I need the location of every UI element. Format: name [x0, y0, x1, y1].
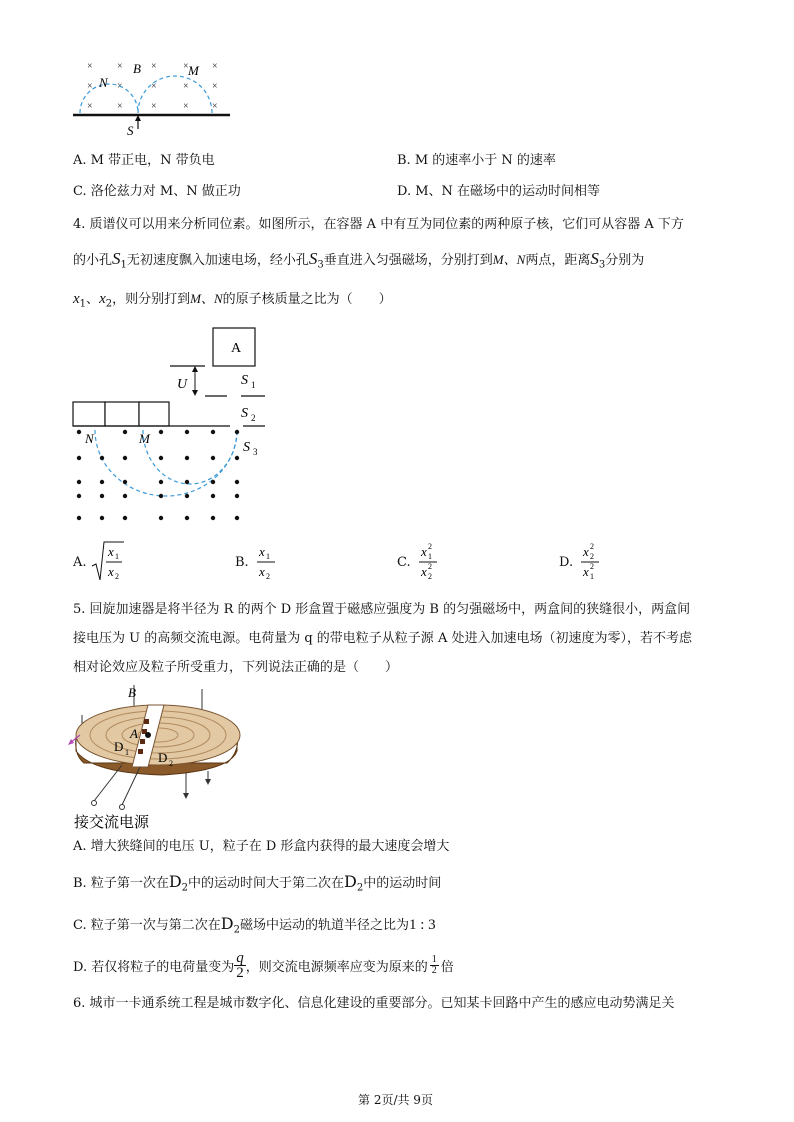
cross-mark: × [183, 81, 189, 92]
q5-stem-line2: 接电压为 U 的高频交流电源。电荷量为 q 的带电粒子从粒子源 A 处进入加速电场（初速度为零），若不考虑 [73, 631, 692, 646]
q5-label-A: A [130, 726, 138, 741]
q3-label-M: M [188, 63, 199, 78]
q4-option-b: B. x 1 x 2 [235, 544, 270, 581]
svg-text:x: x [258, 564, 265, 579]
cross-mark: × [151, 101, 157, 112]
q4-stem-line3: $x_1$、$x_2$，则分别打到M、N的原子核质量之比为（ ） [73, 291, 392, 310]
cross-mark: × [212, 61, 218, 72]
cross-mark: × [87, 101, 93, 112]
svg-text:x: x [420, 564, 427, 579]
q5-label-D2: D [158, 750, 168, 765]
q6-stem-line1: 6. 城市一卡通系统工程是城市数字化、信息化建设的重要部分。已知某卡回路中产生的感应电动势满足关 [73, 996, 675, 1011]
svg-text:2: 2 [427, 562, 432, 571]
q5-option-c: C. 粒子第一次与第二次在$D_2$磁场中运动的轨道半径之比为1 : 3 [73, 914, 436, 936]
q4-label-N: N [85, 431, 94, 446]
q4-option-a: A. x 1 x 2 [73, 540, 124, 584]
q5-stem-line3: 相对论效应及粒子所受重力，下列说法正确的是（ ） [73, 660, 399, 675]
svg-text:2: 2 [265, 572, 270, 581]
svg-text:1: 1 [265, 552, 270, 561]
cross-mark: × [87, 81, 93, 92]
q3-label-B: B [133, 61, 141, 76]
cross-mark: × [183, 61, 189, 72]
q4-plate [105, 402, 139, 426]
q5-label-D1: D [114, 739, 124, 754]
q5-stem-line1: 5. 回旋加速器是将半径为 R 的两个 D 形盒置于磁感应强度为 B 的匀强磁场中，两盒间的狭缝很小，两盒间 [73, 602, 691, 617]
q3-option-d: D. M、N 在磁场中的运动时间相等 [397, 184, 601, 199]
svg-text:2: 2 [590, 562, 595, 571]
q5-label-B: B [128, 685, 136, 700]
svg-text:x: x [107, 564, 114, 579]
cross-mark: × [151, 61, 157, 72]
q4-label-S2: S [241, 406, 248, 421]
cross-mark: × [212, 81, 218, 92]
q4-path-N [95, 430, 237, 496]
q5-frac-half: $\frac{1}{2}$ [431, 953, 437, 976]
q4-label-A: A [231, 341, 242, 356]
svg-text:2: 2 [590, 552, 595, 561]
svg-text:1: 1 [114, 552, 119, 561]
cross-mark: × [87, 61, 93, 72]
q5-option-b: B. 粒子第一次在$D_2$中的运动时间大于第二次在$D_2$中的运动时间 [73, 872, 442, 894]
q4-plate [139, 402, 169, 426]
cross-mark: × [117, 81, 123, 92]
q3-path-M [138, 76, 212, 113]
q4-plate [73, 402, 105, 426]
svg-text:1: 1 [590, 572, 595, 581]
q3-label-N: N [99, 75, 108, 90]
q4-label-M: M [139, 431, 150, 446]
q5-cyclotron-figure [62, 685, 252, 830]
q4-label-U: U [177, 377, 188, 392]
svg-text:2: 2 [590, 542, 595, 551]
svg-text:2: 2 [169, 759, 173, 768]
q5-frac-q-over-2: $\frac{q}{2}$ [236, 949, 244, 981]
q5-option-d: D. 若仅将粒子的电荷量变为 $\frac{q}{2}$ ，则交流电源频率应变为原来的 $\frac{1}{2}$ 倍 [73, 949, 454, 981]
svg-text:2: 2 [114, 572, 119, 581]
svg-text:1: 1 [427, 552, 432, 561]
svg-text:x: x [258, 544, 265, 559]
q3-label-S: S [127, 123, 134, 138]
q4-path-M [143, 430, 237, 484]
q3-option-a: A. M 带正电，N 带负电 [73, 153, 215, 168]
svg-text:x: x [107, 544, 114, 559]
svg-text:2: 2 [427, 542, 432, 551]
q4-label-S3: S [243, 440, 250, 455]
q4-label-S1: S [241, 373, 248, 388]
q4-option-c: C. x 2 1 x 2 2 [397, 542, 432, 581]
q4-option-d: D. x 2 2 x 2 1 [559, 542, 595, 581]
cross-mark: × [117, 61, 123, 72]
page-footer: 第 2页/共 9页 [358, 1093, 433, 1107]
svg-text:x: x [583, 544, 589, 559]
svg-text:3: 3 [253, 447, 258, 457]
q4-figure [65, 322, 275, 532]
cross-mark: × [151, 81, 157, 92]
svg-text:x: x [420, 544, 427, 559]
svg-text:x: x [583, 564, 589, 579]
svg-text:1: 1 [125, 748, 129, 757]
q5-label-source: 接交流电源 [74, 815, 150, 830]
cross-mark: × [212, 101, 218, 112]
q5-option-a: A. 增大狭缝间的电压 U，粒子在 D 形盒内获得的最大速度会增大 [73, 839, 450, 854]
cross-mark: × [183, 101, 189, 112]
q4-stem-line2: 的小孔$S_1$无初速度飘入加速电场，经小孔$S_3$垂直进入匀强磁场，分别打到M、N两点，距离$S_3$分别为 [73, 249, 645, 271]
svg-text:2: 2 [251, 413, 256, 423]
svg-text:2: 2 [427, 572, 432, 581]
q4-stem-line1: 4. 质谱仪可以用来分析同位素。如图所示，在容器 A 中有互为同位素的两种原子核，它们可从容器 A 下方 [73, 217, 684, 232]
q3-option-c: C. 洛伦兹力对 M、N 做正功 [73, 184, 241, 199]
cross-mark: × [117, 101, 123, 112]
q4-field-dots [77, 430, 239, 520]
q3-figure [70, 55, 240, 140]
q3-option-b: B. M 的速率小于 N 的速率 [397, 153, 556, 168]
svg-text:1: 1 [251, 380, 256, 390]
